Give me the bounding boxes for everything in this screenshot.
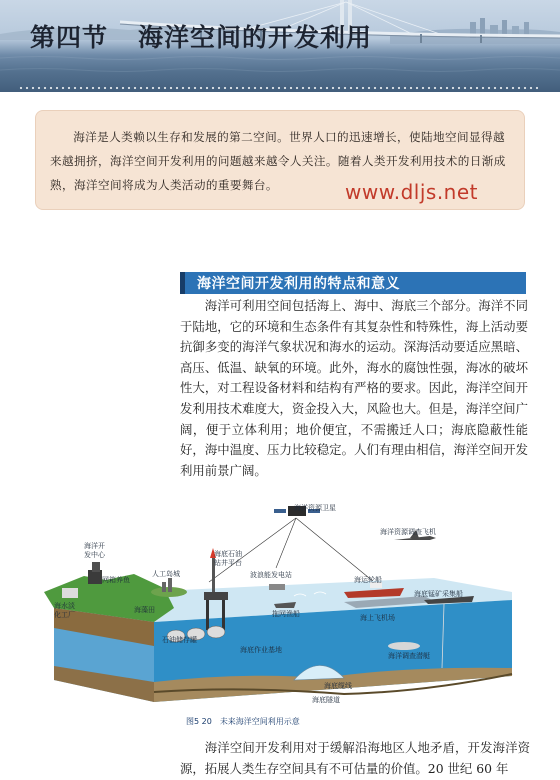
dotted-divider bbox=[18, 86, 538, 90]
watermark-url: www.dljs.net bbox=[345, 180, 479, 204]
label-mineral-plant-1: 海水淡 bbox=[54, 602, 75, 610]
label-cable: 海底缆线 bbox=[324, 682, 352, 690]
ocean-space-illustration bbox=[44, 496, 514, 710]
label-sea-ranch: 海藻田 bbox=[134, 606, 155, 614]
intro-text: 海洋是人类赖以生存和发展的第二空间。世界人口的迅速增长，使陆地空间显得越来越拥挤，海洋空间开发利用的问题越来越令人关注。随着人类开发利用技术的日渐成熟，海洋空间将成为人类活动的重要舞台。 bbox=[50, 130, 506, 192]
label-dev-center-2: 发中心 bbox=[84, 551, 105, 559]
figure-caption-text: 未来海洋空间利用示意 bbox=[219, 717, 300, 726]
label-mineral-plant-2: 化工厂 bbox=[54, 611, 75, 619]
label-sea-plane-field: 海上飞机场 bbox=[360, 614, 395, 622]
chapter-header-banner bbox=[0, 0, 560, 92]
label-survey-plane: 海洋资源调查飞机 bbox=[380, 528, 436, 536]
label-mining-ship: 海底锰矿采集船 bbox=[414, 590, 463, 598]
label-trawler: 拖网渔船 bbox=[272, 610, 300, 618]
chapter-title bbox=[30, 18, 372, 54]
label-fish-farm: 网箱养鱼 bbox=[102, 576, 130, 584]
label-satellite: 海洋资源卫星 bbox=[294, 504, 336, 512]
label-base: 海底作业基地 bbox=[240, 646, 282, 654]
section-heading-bar bbox=[180, 272, 526, 294]
label-ship: 海运轮船 bbox=[354, 576, 382, 584]
section-paragraph: 海洋可利用空间包括海上、海中、海底三个部分。海洋不同于陆地，它的环境和生态条件有其复杂性和特殊性，海上活动要抗御多变的海洋气象状况和海水的运动。深海活动要适应黑暗、高压、低温、缺氧的环境。此外，海水的腐蚀性强，海冰的破坏性大，对工程设备材料和结构有严格的要求。因此，海洋空间开发利用技术难度大，资金投入大，风险也大。但是，海洋空间广阔，便于立体利用；地价便宜，不需搬迁人口；海底隐蔽性能好，海中温度、压力比较稳定。人们有理由相信，海洋空间开发利用前景广阔。 bbox=[180, 298, 528, 478]
section-heading: 海洋空间开发利用的特点和意义 bbox=[197, 276, 400, 292]
figure-number: 图5 20 bbox=[186, 717, 212, 726]
label-oil-platform-2: 钻井平台 bbox=[214, 559, 242, 567]
section-title: 海洋空间的开发利用 bbox=[138, 23, 373, 52]
label-submarine: 海洋调查潜艇 bbox=[388, 652, 430, 660]
label-oil-tanks: 石油储存罐 bbox=[162, 636, 197, 644]
label-dev-center-1: 海洋开 bbox=[84, 542, 105, 550]
bottom-paragraph: 海洋空间开发利用对于缓解沿海地区人地矛盾，开发海洋资源，拓展人类生存空间具有不可估量的价值。20 世纪 60 年 bbox=[180, 740, 530, 776]
label-wave-station: 波浪能发电站 bbox=[250, 571, 292, 579]
illustration-drawing bbox=[44, 496, 514, 710]
section-number: 第四节 bbox=[30, 23, 109, 52]
label-artificial-island: 人工岛城 bbox=[152, 570, 180, 578]
label-oil-platform-1: 海底石油 bbox=[214, 550, 242, 558]
label-tunnel: 海底隧道 bbox=[312, 696, 340, 704]
figure-caption bbox=[186, 716, 300, 727]
